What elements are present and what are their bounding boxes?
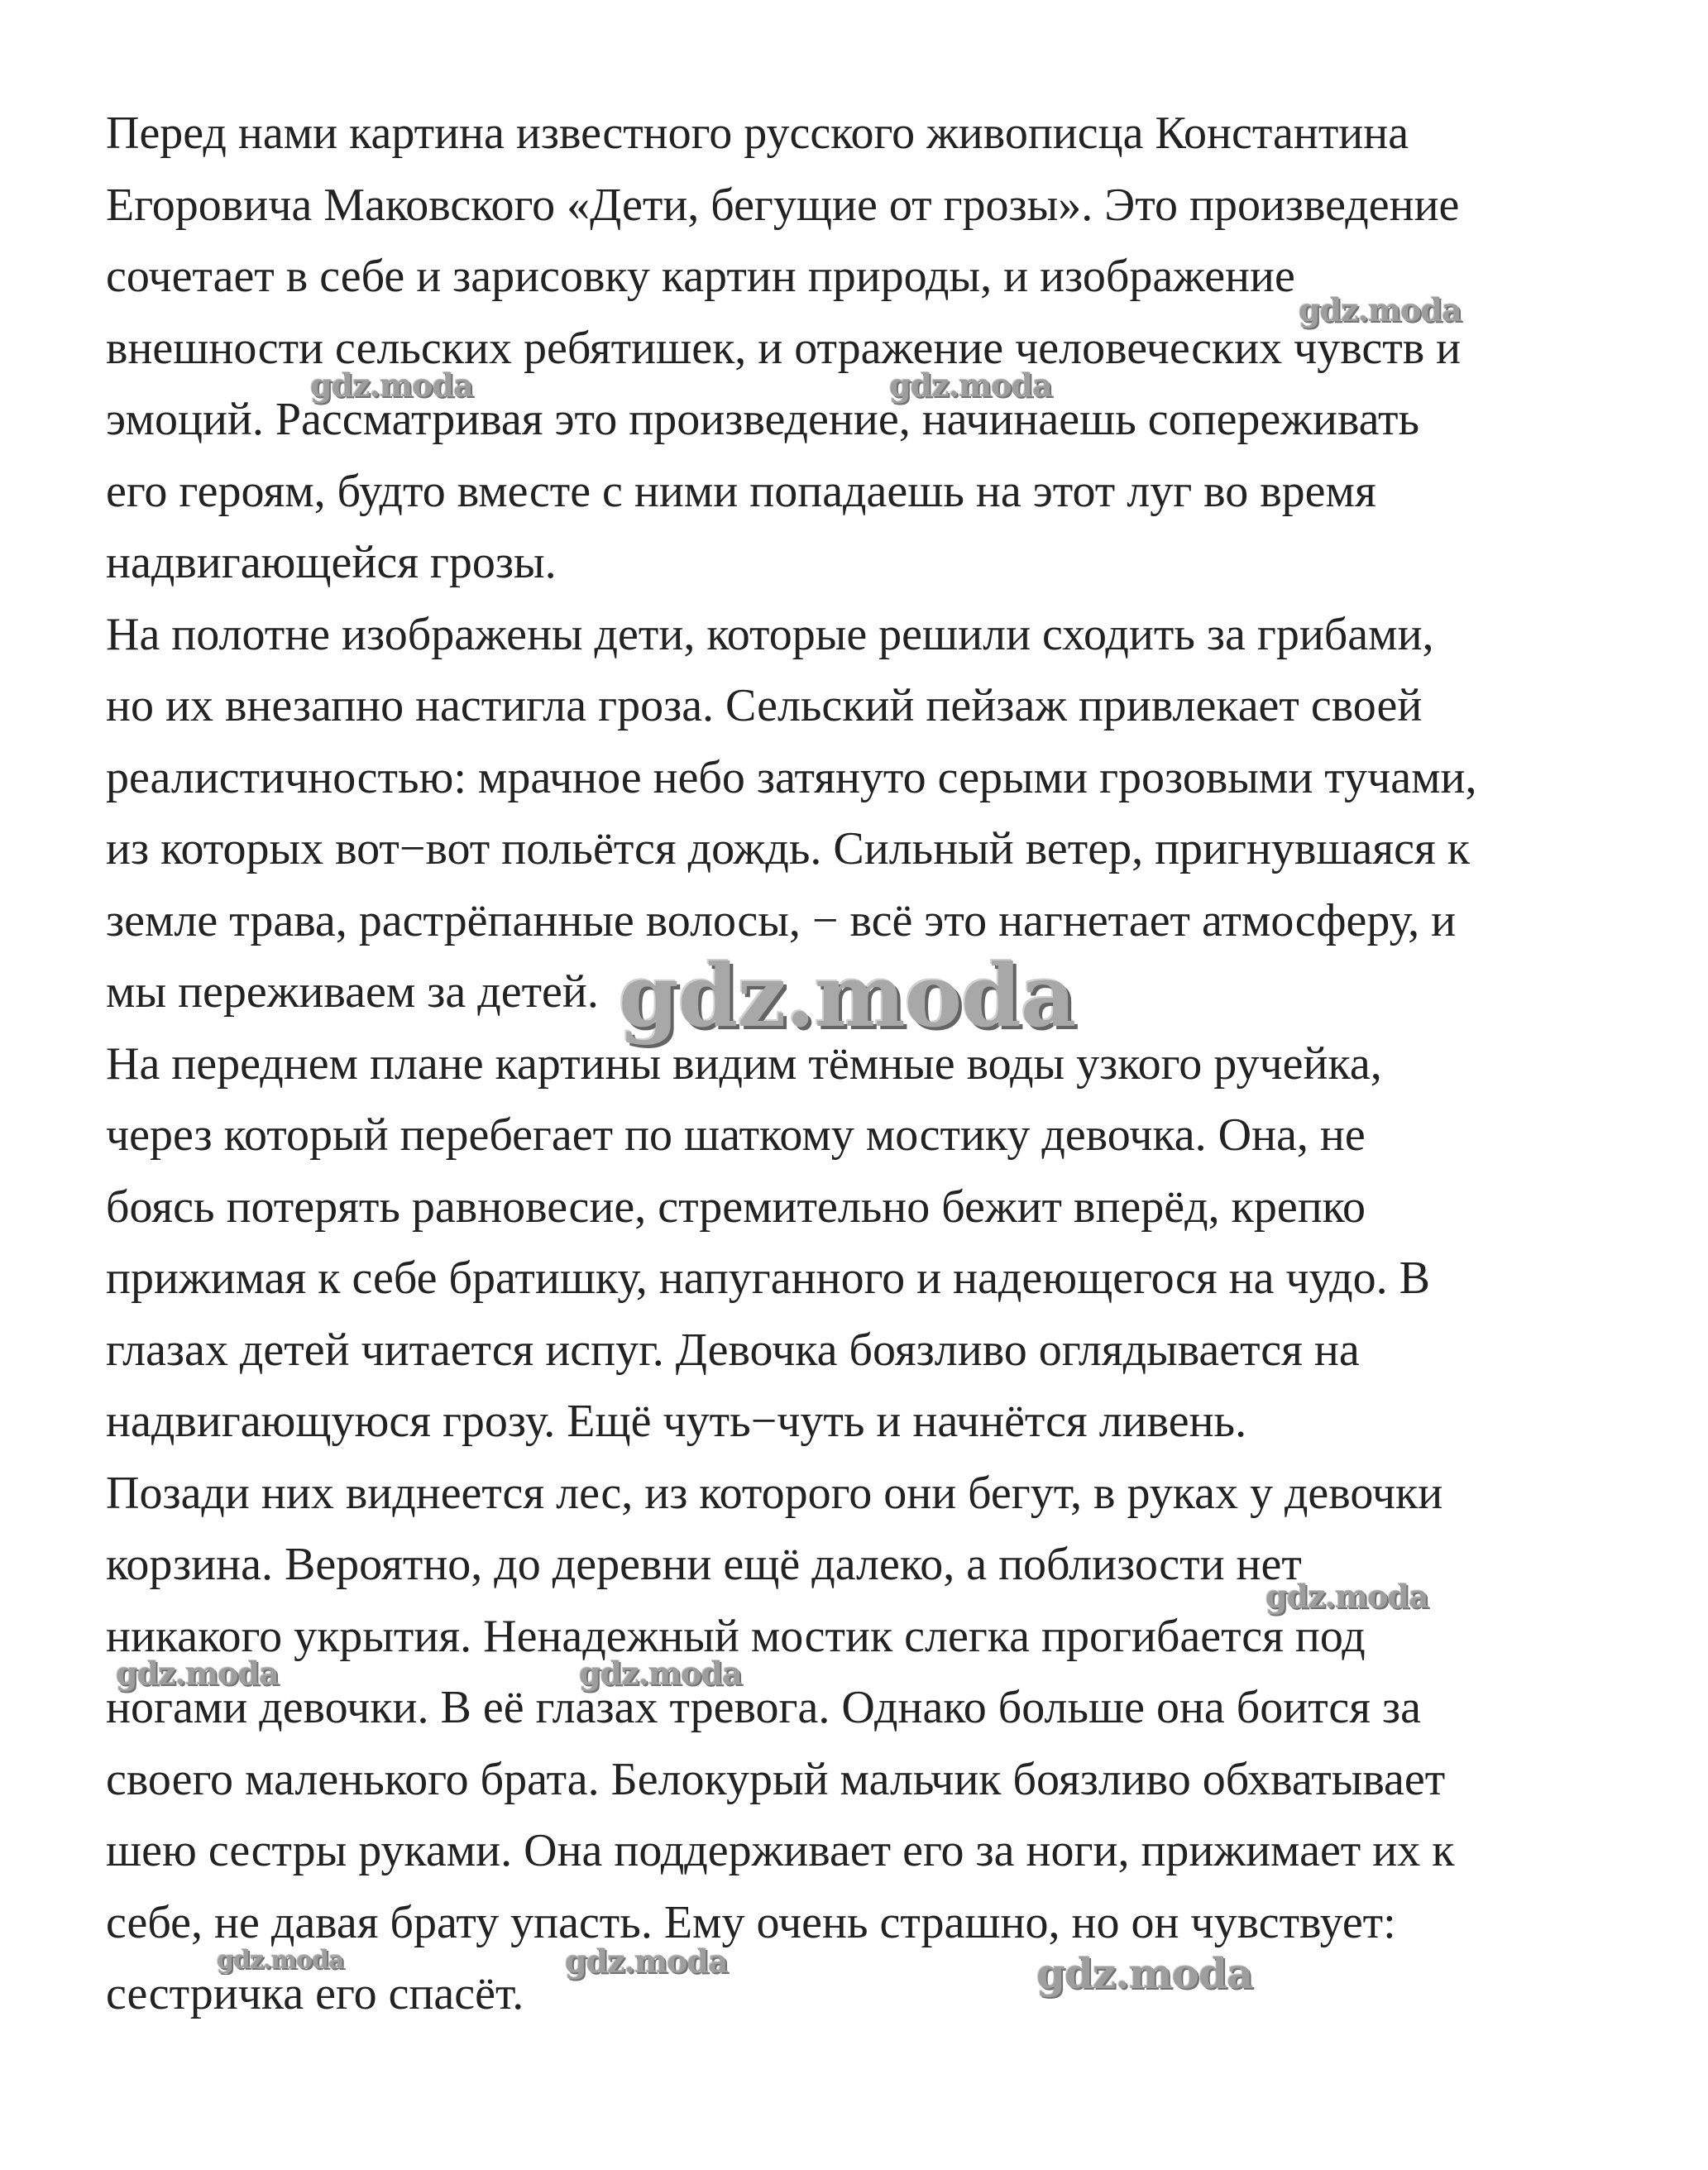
text-line: своего маленького брата. Белокурый мальчик боязливо обхватывает [106,1753,1446,1805]
watermark: gdz.moda [1036,1949,1253,1998]
text-line: надвигающейся грозы. [106,537,557,588]
watermark: gdz.moda [565,1942,728,1980]
text-line: корзина. Вероятно, до деревни ещё далеко, а поблизости нет [106,1539,1302,1590]
watermark: gdz.moda [310,366,473,404]
text-line: Егоровича Маковского «Дети, бегущие от грозы». Это произведение [106,179,1460,231]
text-line: На полотне изображены дети, которые решили сходить за грибами, [106,608,1434,660]
watermark: gdz.moda [116,1655,279,1692]
text-line: реалистичностью: мрачное небо затянуто серыми грозовыми тучами, [106,751,1477,803]
text-line: никакого укрытия. Ненадежный мостик слегка прогибается под [106,1610,1366,1662]
text-line: из которых вот−вот польётся дождь. Сильный ветер, пригнувшаяся к [106,823,1470,874]
watermark: gdz.moda [1265,1578,1428,1615]
text-line: глазах детей читается испуг. Девочка боязливо оглядывается на [106,1324,1360,1376]
text-line: себе, не давая брату упасть. Ему очень страшно, но он чувствует: [106,1896,1396,1948]
text-line: через который перебегает по шаткому мостику девочка. Она, не [106,1109,1366,1161]
text-line: ногами девочки. В её глазах тревога. Однако больше она боится за [106,1682,1421,1733]
text-line: Перед нами картина известного русского живописца Константина [106,108,1409,159]
text-line: шею сестры руками. Она поддерживает его за ноги, прижимает их к [106,1825,1455,1876]
text-line: надвигающуюся грозу. Ещё чуть−чуть и начнётся ливень. [106,1396,1247,1447]
text-line: земле трава, растрёпанные волосы, − всё это нагнетает атмосферу, и [106,894,1457,946]
text-line: Позади них виднеется лес, из которого они бегут, в руках у девочки [106,1467,1443,1519]
watermark: gdz.moda [1299,291,1462,328]
text-line: На переднем плане картины видим тёмные воды узкого ручейка, [106,1037,1382,1090]
text-line: эмоций. Рассматривая это произведение, начинаешь сопереживать [106,394,1420,445]
watermark: gdz.moda [619,945,1076,1047]
text-line: прижимая к себе братишку, напуганного и надеющегося на чудо. В [106,1253,1430,1304]
text-line: его героям, будто вместе с ними попадаешь на этот луг во время [106,465,1376,517]
text-line: но их внезапно настигла гроза. Сельский пейзаж привлекает своей [106,680,1423,731]
watermark: gdz.moda [579,1655,742,1692]
text-line: боясь потерять равновесие, стремительно бежит вперёд, крепко [106,1181,1366,1233]
text-line: сочетает в себе и зарисовку картин природы, и изображение [106,251,1295,302]
text-line: сестричка его спасёт. [106,1968,524,2019]
watermark: gdz.moda [217,1946,344,1975]
watermark: gdz.moda [889,366,1052,404]
text-line: внешности сельских ребятишек, и отражение человеческих чувств и [106,322,1462,374]
text-line: мы переживаем за детей. [106,966,599,1018]
